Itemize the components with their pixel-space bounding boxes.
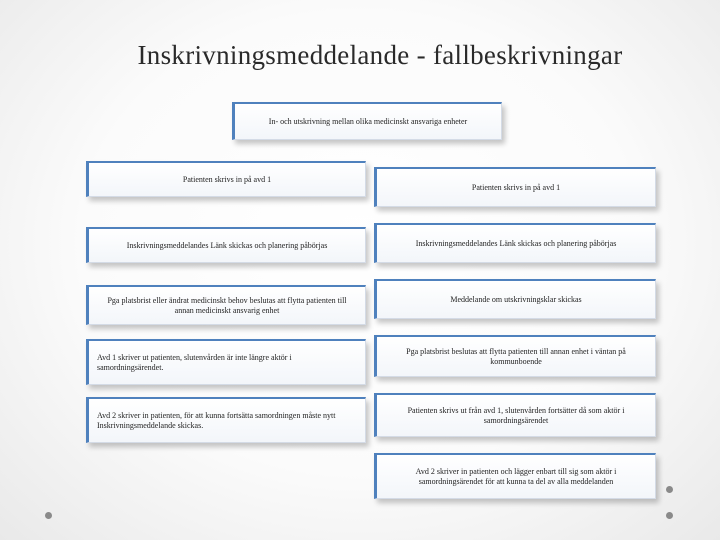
right-box-4 <box>374 335 656 377</box>
right-box-6 <box>374 453 656 499</box>
left-box-1 <box>86 161 366 197</box>
left-box-4 <box>86 339 366 385</box>
left-box-5-label: Avd 2 skriver in patienten, för att kunna fortsätta samordningen måste nytt Inskrivningsmeddelande skickas. <box>97 410 336 430</box>
right-box-1-label: Patienten skrivs in på avd 1 <box>471 182 561 192</box>
right-box-2-label: Inskrivningsmeddelandes Länk skickas och planering påbörjas <box>415 238 617 248</box>
right-box-3 <box>374 279 656 319</box>
left-box-5 <box>86 397 366 443</box>
left-box-3 <box>86 285 366 325</box>
left-box-4-label: Avd 1 skriver ut patienten, slutenvården är inte längre aktör i samordningsärendet. <box>97 352 292 372</box>
left-dot-icon <box>45 512 52 519</box>
right-box-1 <box>374 167 656 207</box>
right-bottom-dot-icon <box>666 512 673 519</box>
right-box-2 <box>374 223 656 263</box>
right-box-5-label: Patienten skrivs ut från avd 1, slutenvården fortsätter då som aktör i samordningsärendet <box>407 405 625 425</box>
header-box-label: In- och utskrivning mellan olika medicinskt ansvariga enheter <box>268 116 468 126</box>
header-box <box>232 102 502 140</box>
right-top-dot-icon <box>666 486 673 493</box>
right-box-3-label: Meddelande om utskrivningsklar skickas <box>450 294 582 304</box>
right-box-5 <box>374 393 656 437</box>
left-box-3-label: Pga platsbrist eller ändrat medicinskt behov beslutas att flytta patienten till annan medicinskt ansvarig enhet <box>107 295 347 315</box>
right-box-6-label: Avd 2 skriver in patienten och lägger enbart till sig som aktör i samordningsärendet för att kunna ta del av alla meddelanden <box>415 466 617 486</box>
right-box-4-label: Pga platsbrist beslutas att flytta patienten till annan enhet i väntan på kommunboende <box>406 346 626 366</box>
left-box-2 <box>86 227 366 263</box>
left-box-2-label: Inskrivningsmeddelandes Länk skickas och planering påbörjas <box>126 240 328 250</box>
page-title: Inskrivningsmeddelande - fallbeskrivningar <box>137 40 623 70</box>
left-box-1-label: Patienten skrivs in på avd 1 <box>182 174 272 184</box>
